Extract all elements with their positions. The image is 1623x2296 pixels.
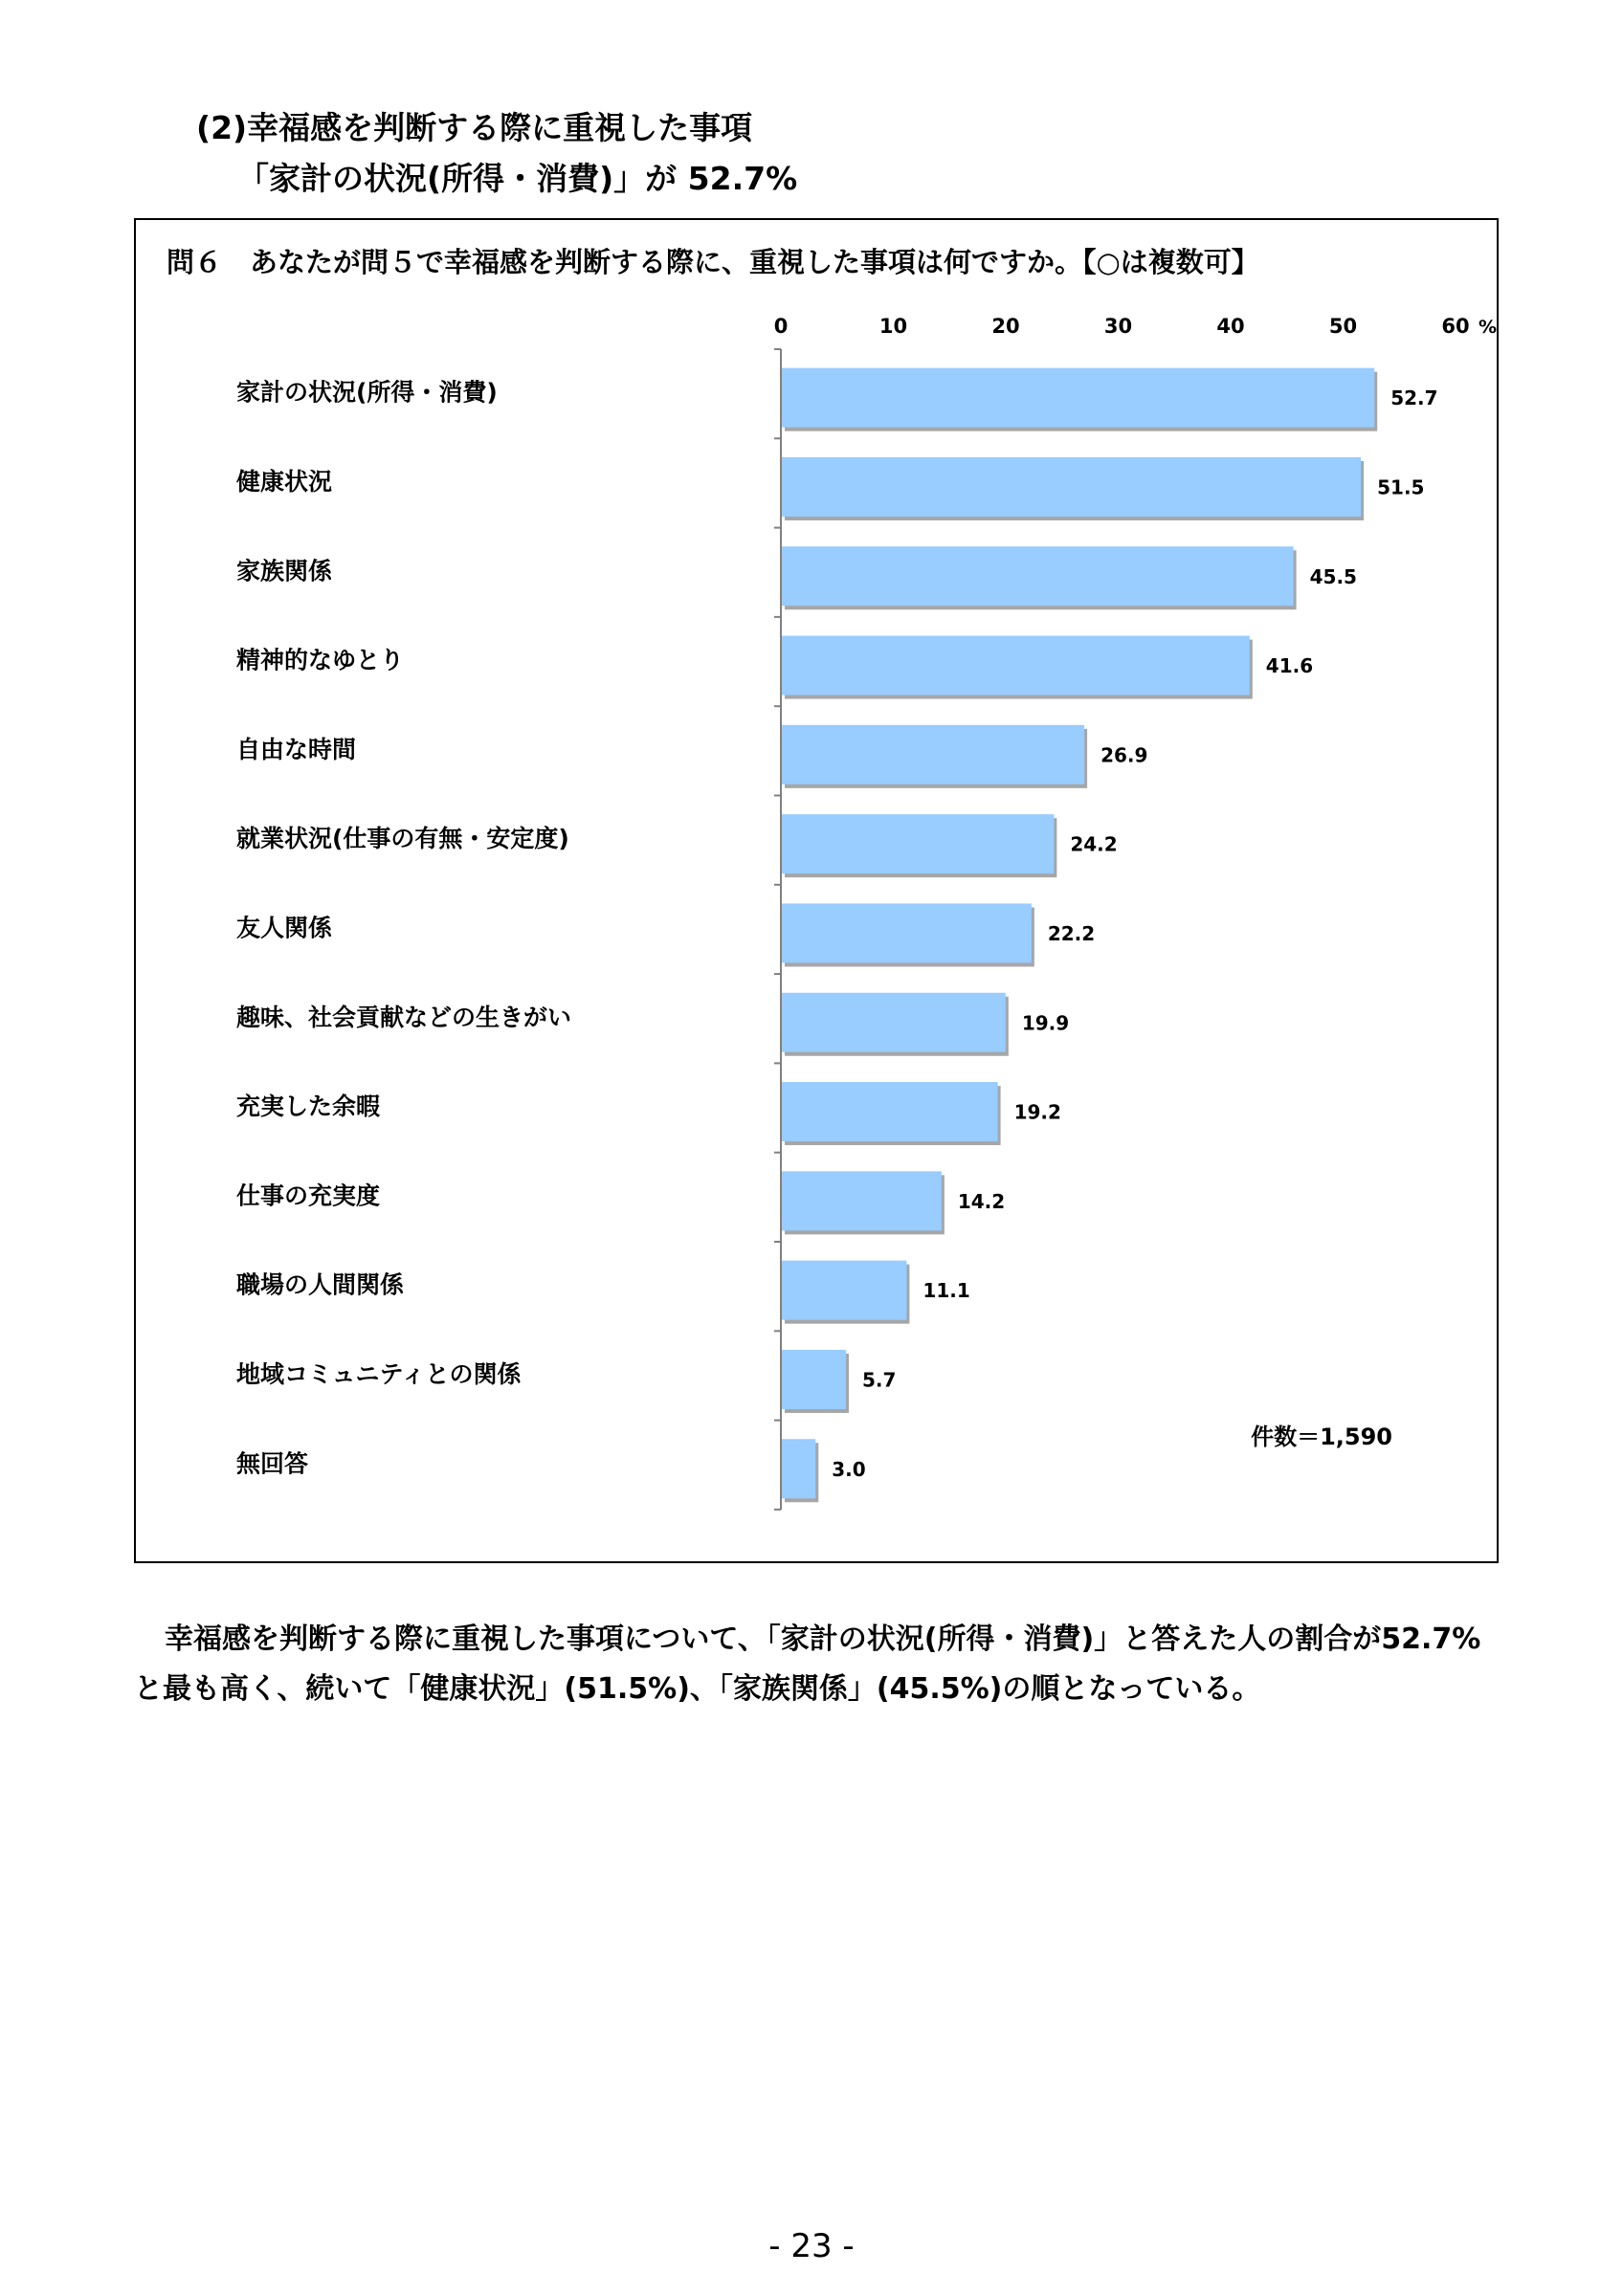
category-label: 無回答 [236,1449,309,1478]
data-label: 41.6 [1265,654,1314,678]
section-subheading: 「家計の状況(所得・消費)」が 52.7% [237,160,798,197]
chart-box [134,218,1499,1563]
bar [782,1350,846,1409]
bar [782,814,1054,873]
data-label: 3.0 [832,1457,866,1481]
data-label: 52.7 [1390,386,1438,410]
x-unit-label: % [1478,317,1497,338]
bar [782,457,1361,517]
data-label: 19.9 [1021,1011,1070,1035]
data-label: 45.5 [1309,564,1357,588]
x-tick-label: 60 [1441,315,1470,338]
bar [782,993,1006,1052]
data-label: 19.2 [1013,1100,1061,1124]
bar [782,368,1374,428]
bar [782,1439,815,1498]
category-label: 仕事の充実度 [236,1181,381,1210]
summary-paragraph [134,1615,1493,1714]
category-label: 趣味、社会貢献などの生きがい [236,1003,572,1031]
section-heading: (2)幸福感を判断する際に重視した事項 [196,109,753,146]
category-label: 充実した余暇 [236,1093,381,1121]
x-tick-label: 40 [1216,315,1245,338]
data-label: 22.2 [1047,921,1096,945]
bar [782,546,1294,606]
bar [782,636,1250,695]
data-label: 14.2 [957,1189,1006,1213]
bar [782,903,1032,962]
category-label: 自由な時間 [236,735,357,763]
page-number: - 23 - [768,2227,855,2265]
x-tick-label: 20 [991,315,1020,338]
bar [782,1082,998,1141]
x-tick-label: 50 [1328,315,1358,338]
category-label: 健康状況 [236,467,333,496]
sample-count-annotation: 件数＝1,590 [1251,1424,1392,1450]
category-label: 就業状況(仕事の有無・安定度) [236,825,569,853]
category-label: 家族関係 [236,557,333,585]
question-text: 問６ あなたが問５で幸福感を判断する際に、重視した事項は何ですか。【○は複数可】 [167,246,1259,278]
category-label: 精神的なゆとり [236,646,405,674]
category-label: 友人関係 [236,914,333,942]
x-tick-label: 30 [1103,315,1133,338]
bar [782,1261,906,1320]
category-label: 地域コミュニティとの関係 [236,1359,522,1388]
data-label: 26.9 [1101,743,1148,767]
data-label: 24.2 [1070,832,1118,856]
bar [782,725,1084,784]
summary-text: 幸福感を判断する際に重視した事項について、「家計の状況(所得・消費)」と答えた人の割合が52.7%と最も高く、続いて「健康状況」(51.5%)、「家族関係」(45.5%)の順となっている。 [134,1623,1481,1706]
data-label: 11.1 [923,1279,970,1303]
x-tick-label: 0 [773,315,789,338]
bar [782,1171,942,1230]
category-label: 家計の状況(所得・消費) [236,378,498,407]
bar-chart [136,220,1497,1561]
x-tick-label: 10 [878,315,908,338]
data-label: 51.5 [1377,475,1425,499]
category-label: 職場の人間関係 [236,1270,405,1299]
data-label: 5.7 [861,1368,897,1392]
